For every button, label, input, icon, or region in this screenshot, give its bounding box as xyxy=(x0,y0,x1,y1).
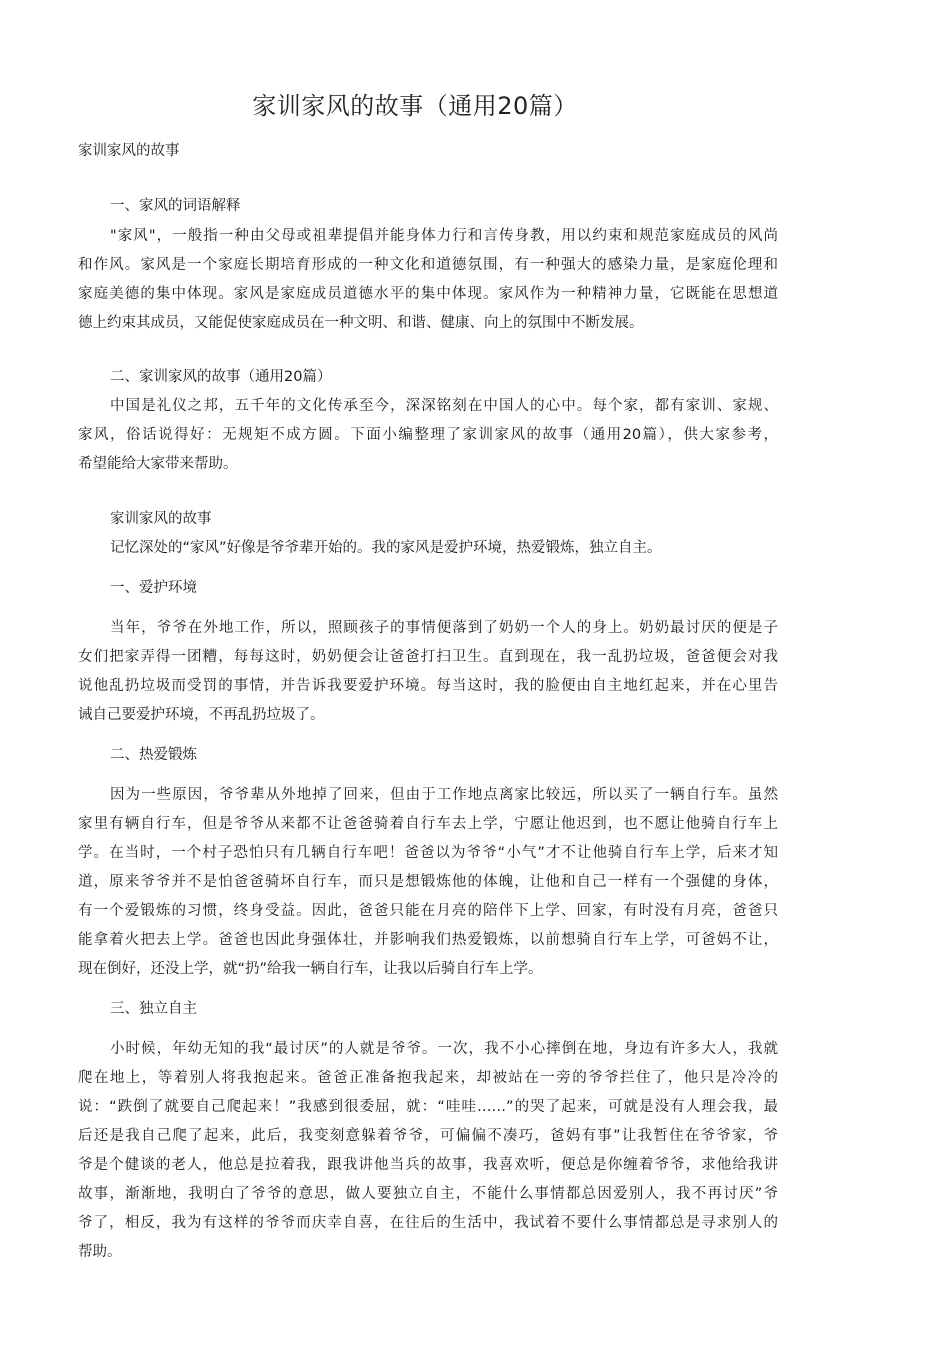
paragraph-line: 说他乱扔垃圾而受罚的事情，并告诉我要爱护环境。每当这时，我的脸便由自主地红起来，并在心里告 xyxy=(78,678,778,694)
paragraph-line: 家风，俗话说得好：无规矩不成方圆。下面小编整理了家训家风的故事（通用20篇），供大家参考， xyxy=(78,427,778,443)
document-subtitle: 家训家风的故事 xyxy=(78,143,180,159)
story-title: 家训家风的故事 xyxy=(110,511,212,527)
section-heading: 二、热爱锻炼 xyxy=(110,747,197,763)
paragraph-line: 因为一些原因，爷爷辈从外地掉了回来，但由于工作地点离家比较远，所以买了一辆自行车。虽然 xyxy=(110,787,778,803)
document-title: 家训家风的故事（通用20篇） xyxy=(252,92,578,120)
paragraph-line: 女们把家弄得一团糟，每每这时，奶奶便会让爸爸打扫卫生。直到现在，我一乱扔垃圾，爸爸便会对我 xyxy=(78,649,778,665)
paragraph-line: 爷是个健谈的老人，他总是拉着我，跟我讲他当兵的故事，我喜欢听，便总是你缠着爷爷，求他给我讲 xyxy=(78,1157,778,1173)
paragraph-line: 诫自己要爱护环境，不再乱扔垃圾了。 xyxy=(78,707,325,723)
paragraph-line: 希望能给大家带来帮助。 xyxy=(78,456,238,472)
section-heading: 三、独立自主 xyxy=(110,1001,197,1017)
paragraph-line: "家风"，一般指一种由父母或祖辈提倡并能身体力行和言传身教，用以约束和规范家庭成员的风尚 xyxy=(110,228,778,244)
paragraph-line: 有一个爱锻炼的习惯，终身受益。因此，爸爸只能在月亮的陪伴下上学、回家，有时没有月亮，爸爸只 xyxy=(78,903,778,919)
paragraph-line: 爬在地上，等着别人将我抱起来。爸爸正准备抱我起来，却被站在一旁的爷爷拦住了，他只是冷冷的 xyxy=(78,1070,778,1086)
paragraph-line: 小时候，年幼无知的我“最讨厌”的人就是爷爷。一次，我不小心摔倒在地，身边有许多大人，我就 xyxy=(110,1041,778,1057)
paragraph-line: 当年，爷爷在外地工作，所以，照顾孩子的事情便落到了奶奶一个人的身上。奶奶最讨厌的便是子 xyxy=(110,620,778,636)
paragraph-line: 学。在当时，一个村子恐怕只有几辆自行车吧！爸爸以为爷爷“小气”才不让他骑自行车上学，后来才知 xyxy=(78,845,778,861)
paragraph-line: 能拿着火把去上学。爸爸也因此身强体壮，并影响我们热爱锻炼，以前想骑自行车上学，可爸妈不让， xyxy=(78,932,778,948)
paragraph-line: 和作风。家风是一个家庭长期培育形成的一种文化和道德氛围，有一种强大的感染力量，是家庭伦理和 xyxy=(78,257,778,273)
paragraph-line: 故事，渐渐地，我明白了爷爷的意思，做人要独立自主，不能什么事情都总因爱别人，我不再讨厌”爷 xyxy=(78,1186,778,1202)
paragraph-line: 德上约束其成员，又能促使家庭成员在一种文明、和谐、健康、向上的氛围中不断发展。 xyxy=(78,315,644,331)
section-heading: 一、家风的词语解释 xyxy=(110,198,241,214)
paragraph-line: 中国是礼仪之邦，五千年的文化传承至今，深深铭刻在中国人的心中。每个家，都有家训、家规、 xyxy=(110,398,778,414)
paragraph-line: 现在倒好，还没上学，就“扔”给我一辆自行车，让我以后骑自行车上学。 xyxy=(78,961,543,977)
paragraph-line: 道，原来爷爷并不是怕爸爸骑坏自行车，而只是想锻炼他的体魄，让他和自己一样有一个强健的身体， xyxy=(78,874,778,890)
section-heading: 二、家训家风的故事（通用20篇） xyxy=(110,369,332,385)
paragraph-line: 爷了，相反，我为有这样的爷爷而庆幸自喜，在往后的生活中，我试着不要什么事情都总是寻求别人的 xyxy=(78,1215,778,1231)
paragraph-line: 后还是我自己爬了起来，此后，我变刻意躲着爷爷，可偏偏不凑巧，爸妈有事”让我暂住在爷爷家，爷 xyxy=(78,1128,778,1144)
paragraph-line: 说：“跌倒了就要自己爬起来！”我感到很委屈，就：“哇哇……”的哭了起来，可就是没有人理会我，最 xyxy=(78,1099,778,1115)
paragraph-line: 帮助。 xyxy=(78,1244,122,1260)
paragraph-line: 家里有辆自行车，但是爷爷从来都不让爸爸骑着自行车去上学，宁愿让他迟到，也不愿让他骑自行车上 xyxy=(78,816,778,832)
paragraph-line: 家庭美德的集中体现。家风是家庭成员道德水平的集中体现。家风作为一种精神力量，它既能在思想道 xyxy=(78,286,778,302)
section-heading: 一、爱护环境 xyxy=(110,580,197,596)
paragraph-line: 记忆深处的“家风”好像是爷爷辈开始的。我的家风是爱护环境，热爱锻炼，独立自主。 xyxy=(110,540,662,556)
